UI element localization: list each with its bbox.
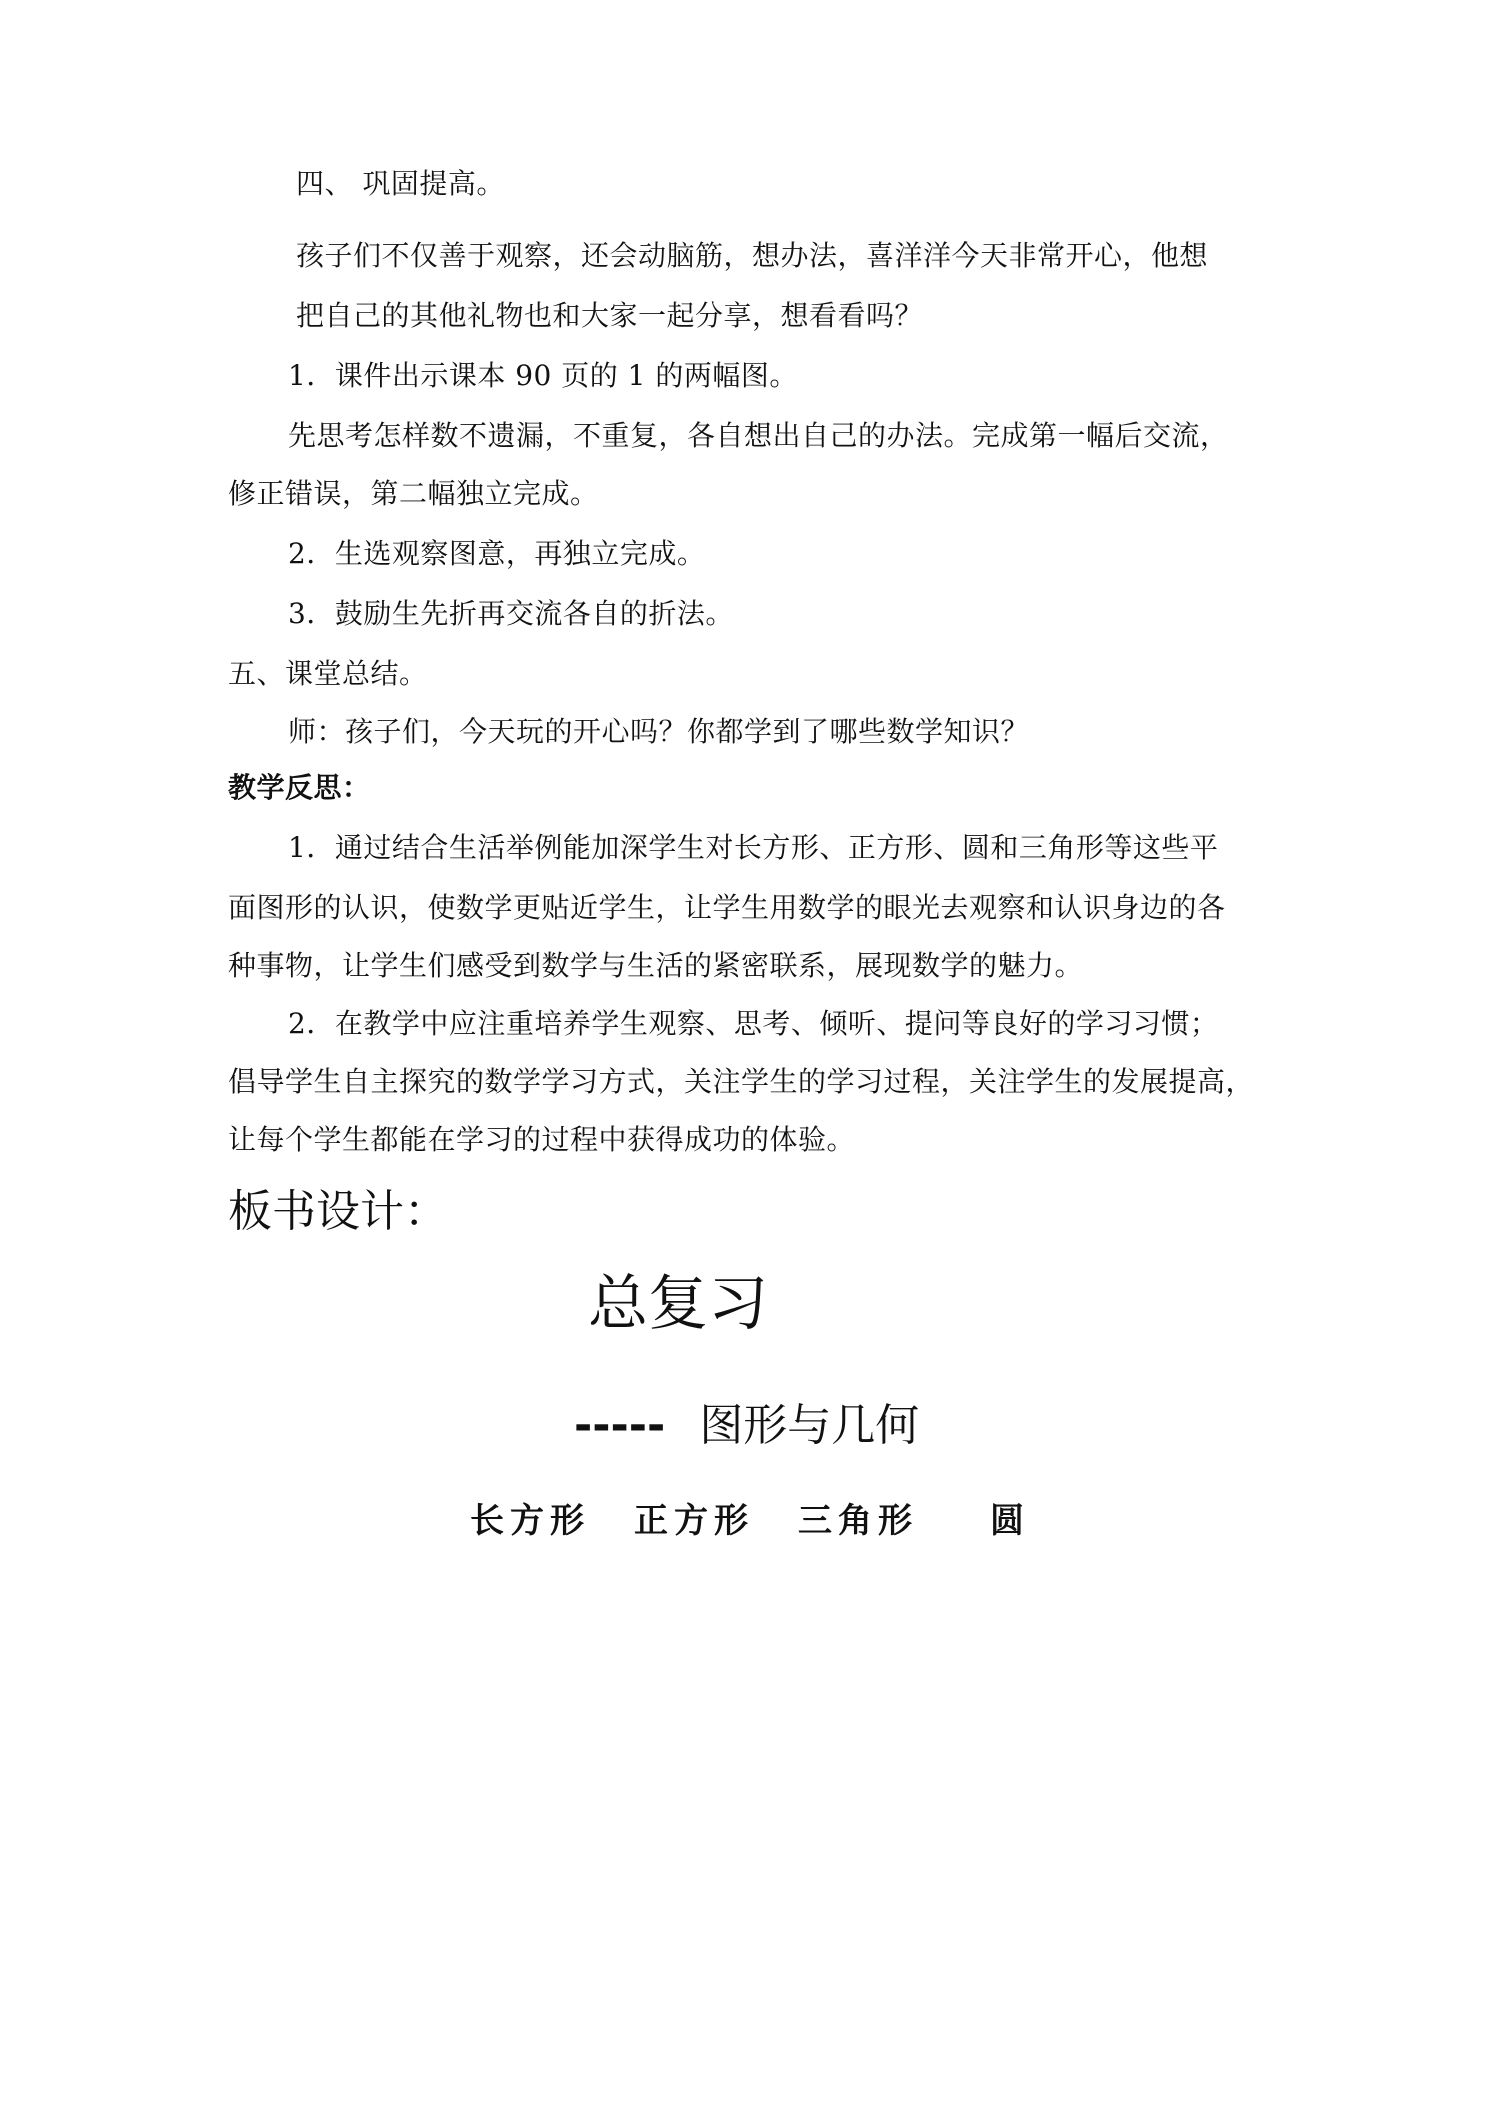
- reflection-p1-line2: 面图形的认识，使数学更贴近学生，让学生用数学的眼光去观察和认识身边的各: [228, 891, 1226, 924]
- reflection-p2-line3: 让每个学生都能在学习的过程中获得成功的体验。: [228, 1123, 856, 1156]
- shape-triangle: 三角形: [798, 1501, 918, 1541]
- shape-square: 正方形: [634, 1501, 754, 1541]
- section4-heading: 四、 巩固提高。: [296, 167, 505, 200]
- reflection-heading: 教学反思：: [228, 771, 371, 804]
- section4-intro-line1: 孩子们不仅善于观察，还会动脑筋，想办法，喜洋洋今天非常开心，他想: [296, 239, 1209, 272]
- section5-teacher-line: 师：孩子们，今天玩的开心吗？你都学到了哪些数学知识？: [288, 715, 1030, 748]
- reflection-p2-line2: 倡导学生自主探究的数学学习方式，关注学生的学习过程，关注学生的发展提高，: [228, 1065, 1255, 1098]
- section4-item3: 3．鼓励生先折再交流各自的折法。: [288, 597, 734, 630]
- reflection-p1-line1: 1．通过结合生活举例能加深学生对长方形、正方形、圆和三角形等这些平: [288, 831, 1219, 864]
- board-subtitle-row: [574, 1396, 919, 1456]
- board-title: 总复习: [588, 1269, 768, 1339]
- section4-intro-line2: 把自己的其他礼物也和大家一起分享，想看看吗？: [296, 299, 924, 332]
- section4-item1-detail-line2: 修正错误，第二幅独立完成。: [228, 477, 599, 510]
- board-shapes-row: [470, 1496, 1030, 1546]
- shape-circle: 圆: [990, 1501, 1030, 1541]
- reflection-p2-line1: 2．在教学中应注重培养学生观察、思考、倾听、提问等良好的学习习惯；: [288, 1007, 1219, 1040]
- board-subtitle: 图形与几何: [699, 1400, 920, 1451]
- section4-item1-detail-line1: 先思考怎样数不遗漏，不重复，各自想出自己的办法。完成第一幅后交流，: [288, 419, 1229, 452]
- reflection-p1-line3: 种事物，让学生们感受到数学与生活的紧密联系，展现数学的魅力。: [228, 949, 1084, 982]
- board-design-heading: 板书设计：: [228, 1186, 448, 1237]
- section5-heading: 五、课堂总结。: [228, 657, 428, 690]
- section4-item1: 1．课件出示课本 90 页的 1 的两幅图。: [288, 359, 798, 392]
- board-subtitle-dash: -----: [574, 1400, 666, 1451]
- section4-item2: 2．生选观察图意，再独立完成。: [288, 537, 706, 570]
- shape-rectangle: 长方形: [470, 1501, 590, 1541]
